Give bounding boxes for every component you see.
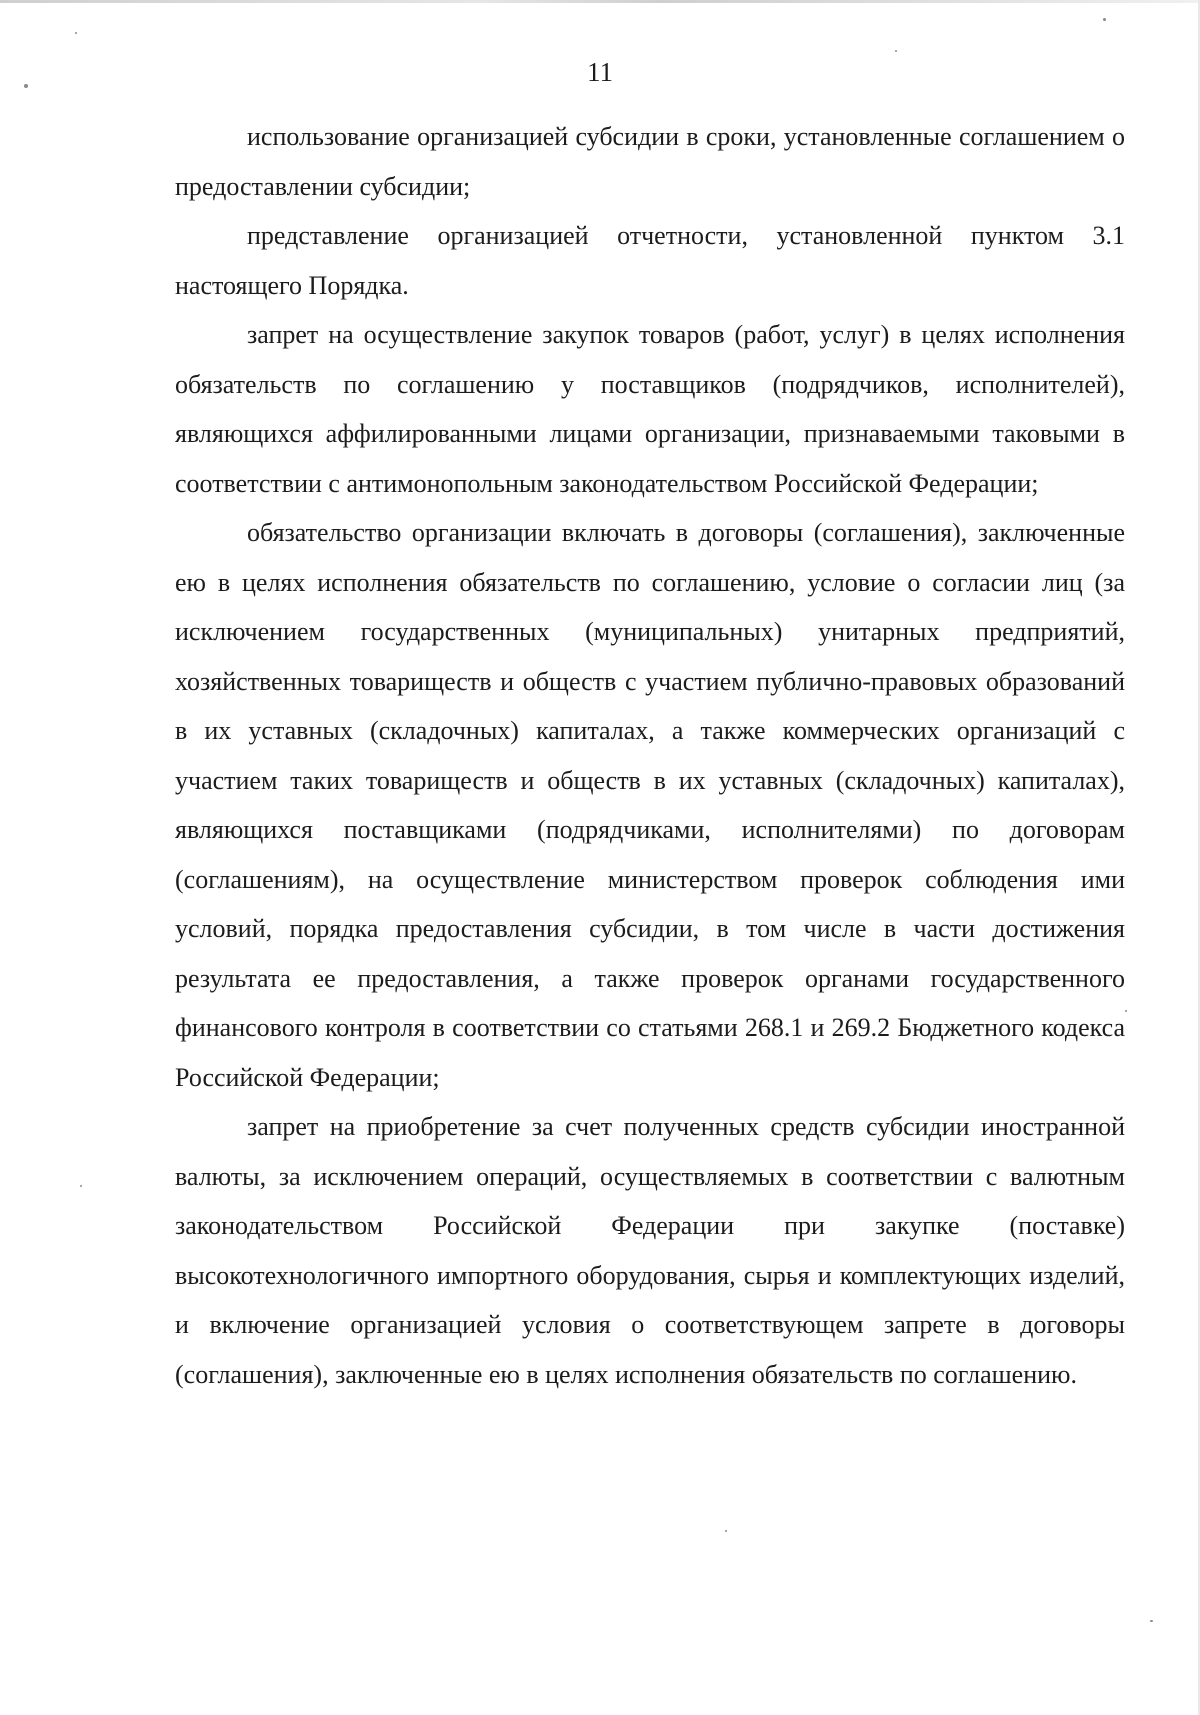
scan-edge-top — [0, 0, 1200, 3]
scan-speck — [1125, 1010, 1127, 1012]
scan-speck — [1150, 1620, 1153, 1622]
paragraph: использование организацией субсидии в сроки, установленные соглашением о предоставлении субсидии; — [175, 122, 1125, 201]
scan-speck — [80, 1185, 82, 1187]
paragraph: представление организацией отчетности, установленной пунктом 3.1 настоящего Порядка. — [175, 221, 1125, 300]
paragraph: обязательство организации включать в договоры (соглашения), заключенные ею в целях исполнения обязательств по соглашению, условие о согласии лиц (за исключением государственных (муниципальных) унитарных предприятий, хозяйственных товариществ и обществ с участием публично-правовых образований в их уставных (складочных) капиталах, а также коммерческих организаций с участием таких товариществ и обществ в их уставных (складочных) капиталах), являющихся поставщиками (подрядчиками, исполнителями) по договорам (соглашениям), на осуществление министерством проверок соблюдения ими условий, порядка предоставления субсидии, в том числе в части достижения результата ее предоставления, а также проверок органами государственного финансового контроля в соответствии со статьями 268.1 и 269.2 Бюджетного кодекса Российской Федерации; — [175, 518, 1125, 1092]
paragraph: запрет на приобретение за счет полученных средств субсидии иностранной валюты, за исключением операций, осуществляемых в соответствии с валютным законодательством Российской Федерации при закупке (поставке) высокотехнологичного импортного оборудования, сырья и комплектующих изделий, и включение организацией условия о соответствующем запрете в договоры (соглашения), заключенные ею в целях исполнения обязательств по соглашению. — [175, 1112, 1125, 1389]
page-number: 11 — [587, 57, 613, 87]
body-text — [175, 112, 1125, 1399]
scan-speck — [75, 32, 77, 34]
scan-speck — [725, 1530, 727, 1532]
scan-speck — [1103, 18, 1106, 21]
paragraph: запрет на осуществление закупок товаров (работ, услуг) в целях исполнения обязательств по соглашению у поставщиков (подрядчиков, исполнителей), являющихся аффилированными лицами организации, признаваемыми таковыми в соответствии с антимонопольным законодательством Российской Федерации; — [175, 320, 1125, 498]
